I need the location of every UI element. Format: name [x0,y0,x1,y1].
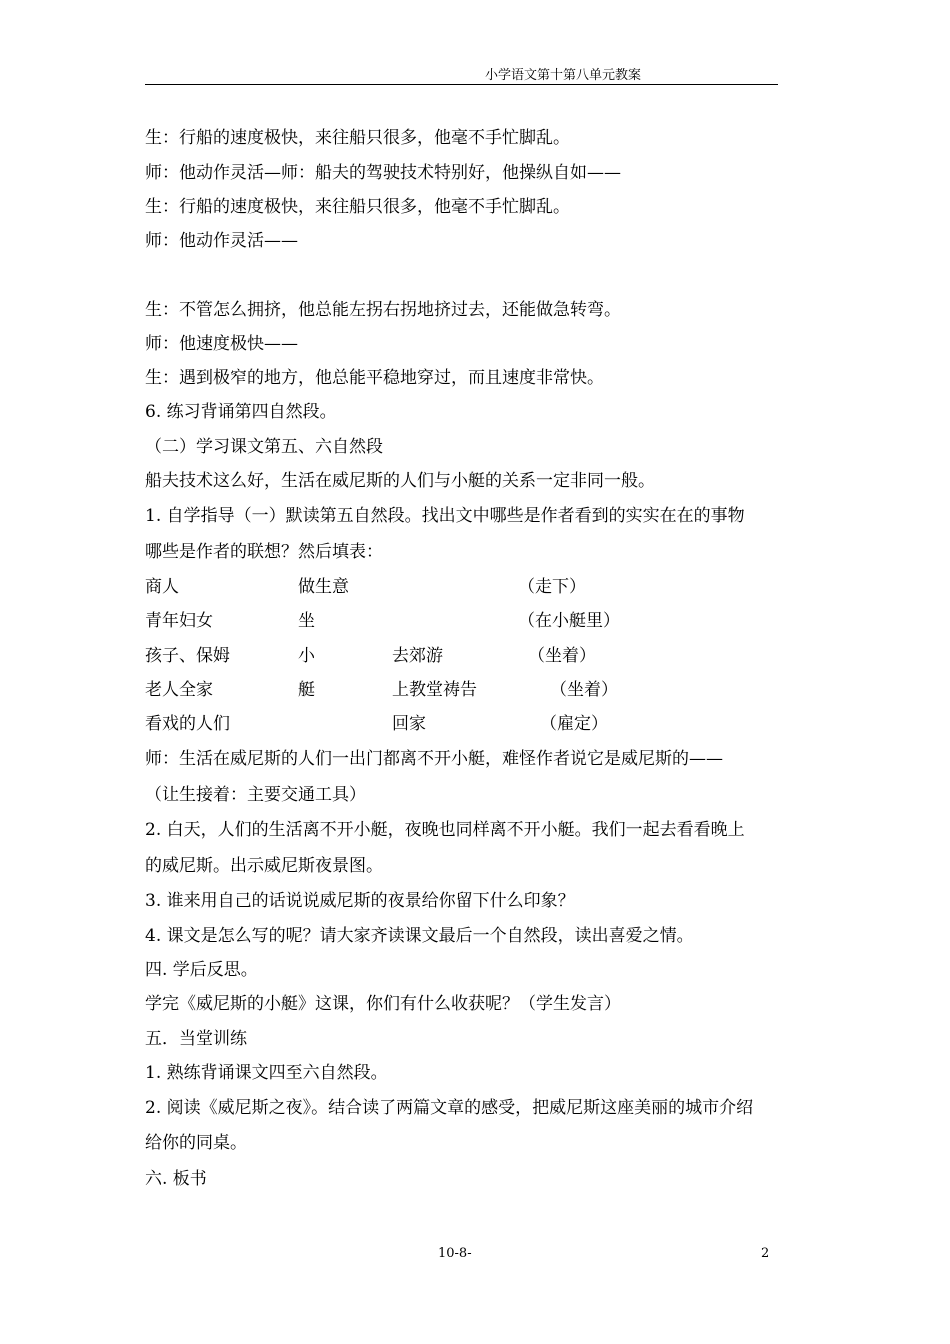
body-line: 3. 谁来用自己的话说说威尼斯的夜景给你留下什么印象？ [145,891,575,911]
body-line: 1. 自学指导（一）默读第五自然段。找出文中哪些是作者看到的实实在在的事物 [145,506,745,526]
section-heading: 五．当堂训练 [145,1029,247,1049]
table-cell: 坐 [298,611,315,631]
table-cell: 去郊游 [392,646,443,666]
body-line: 师：他动作灵活—— [145,231,298,251]
body-line: 生：遇到极窄的地方，他总能平稳地穿过，而且速度非常快。 [145,368,604,388]
table-cell: 老人全家 [145,680,213,700]
section-heading: （二）学习课文第五、六自然段 [145,437,383,457]
table-cell: （坐着） [550,680,618,700]
body-line: 师：他速度极快—— [145,334,298,354]
body-line: 船夫技术这么好，生活在威尼斯的人们与小艇的关系一定非同一般。 [145,471,655,491]
table-cell: 艇 [298,680,315,700]
body-line: 生：行船的速度极快，来往船只很多，他毫不手忙脚乱。 [145,197,570,217]
footer-code: 10-8- [438,1246,472,1261]
section-heading: 四. 学后反思。 [145,960,258,980]
body-line: 给你的同桌。 [145,1133,247,1153]
body-line: 学完《威尼斯的小艇》这课，你们有什么收获呢？（学生发言） [145,994,621,1014]
table-cell: 青年妇女 [145,611,213,631]
table-cell: （雇定） [540,714,608,734]
table-cell: （在小艇里） [518,611,620,631]
table-cell: （坐着） [528,646,596,666]
body-line: （让生接着：主要交通工具） [145,785,366,805]
table-cell: 回家 [392,714,426,734]
body-line: 2. 阅读《威尼斯之夜》。结合读了两篇文章的感受，把威尼斯这座美丽的城市介绍 [145,1098,754,1118]
body-line: 生：不管怎么拥挤，他总能左拐右拐地挤过去，还能做急转弯。 [145,300,621,320]
body-line: 哪些是作者的联想？然后填表： [145,542,383,562]
table-cell: 孩子、保姆 [145,646,230,666]
body-line: 的威尼斯。出示威尼斯夜景图。 [145,856,383,876]
table-cell: 商人 [145,577,179,597]
body-line: 师：生活在威尼斯的人们一出门都离不开小艇，难怪作者说它是威尼斯的—— [145,749,723,769]
body-line: 2. 白天，人们的生活离不开小艇，夜晚也同样离不开小艇。我们一起去看看晚上 [145,820,745,840]
table-cell: 小 [298,646,315,666]
page-number: 2 [761,1246,770,1261]
body-line: 6. 练习背诵第四自然段。 [145,402,337,422]
table-cell: 做生意 [298,577,349,597]
table-cell: 看戏的人们 [145,714,230,734]
body-line: 1. 熟练背诵课文四至六自然段。 [145,1063,388,1083]
section-heading: 六. 板书 [145,1169,207,1189]
header-title: 小学语文第十第八单元教案 [485,68,642,83]
body-line: 生：行船的速度极快，来往船只很多，他毫不手忙脚乱。 [145,128,570,148]
table-cell: 上教堂祷告 [392,680,477,700]
table-cell: （走下） [518,577,586,597]
page-header [145,62,778,85]
body-line: 4. 课文是怎么写的呢？请大家齐读课文最后一个自然段，读出喜爱之情。 [145,926,694,946]
body-line: 师：他动作灵活—师：船夫的驾驶技术特别好，他操纵自如—— [145,163,621,183]
